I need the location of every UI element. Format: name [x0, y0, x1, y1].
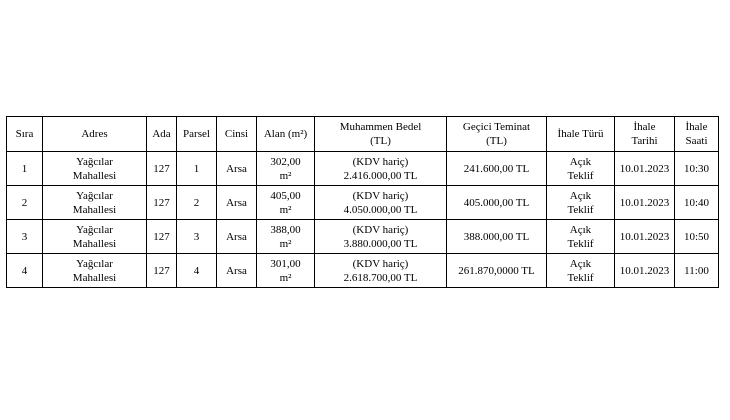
header-label-sub: Tarihi: [631, 135, 658, 147]
header-label: Cinsi: [224, 128, 249, 140]
cell-sira: 1: [7, 152, 43, 186]
bedel-note: (KDV hariç): [352, 257, 409, 270]
cell-ada: 127: [147, 220, 177, 254]
tur-line-1: Açık: [569, 223, 592, 236]
tur-line-2: Teklif: [567, 203, 594, 216]
auction-table: [6, 116, 719, 288]
header-ada: [147, 117, 177, 152]
cell-parsel: 1: [177, 152, 217, 186]
header-label: İhale: [685, 121, 708, 133]
cell-alan: [257, 186, 315, 220]
adres-line-1: Yağcılar: [76, 155, 113, 168]
alan-value: 405,00: [270, 189, 301, 202]
cell-gecici-teminat: 241.600,00 TL: [447, 152, 547, 186]
header-muhammen-bedel: [315, 117, 447, 152]
bedel-note: (KDV hariç): [352, 223, 409, 236]
cell-ihale-tarihi: 10.01.2023: [615, 152, 675, 186]
header-ihale-turu: [547, 117, 615, 152]
adres-line-1: Yağcılar: [76, 189, 113, 202]
cell-sira: 3: [7, 220, 43, 254]
header-cinsi: [217, 117, 257, 152]
cell-alan: [257, 220, 315, 254]
header-label-unit: (TL): [486, 135, 507, 147]
tur-line-1: Açık: [569, 155, 592, 168]
cell-gecici-teminat: 388.000,00 TL: [447, 220, 547, 254]
cell-cinsi: Arsa: [217, 220, 257, 254]
header-label-unit: (TL): [370, 135, 391, 147]
adres-line-2: Mahallesi: [72, 203, 117, 216]
header-row: [7, 117, 719, 152]
cell-cinsi: Arsa: [217, 254, 257, 288]
table-row: [7, 254, 719, 288]
header-label: İhale: [633, 121, 656, 133]
header-parsel: [177, 117, 217, 152]
header-label-sub: Saati: [685, 135, 708, 147]
cell-adres: [43, 220, 147, 254]
cell-parsel: 3: [177, 220, 217, 254]
cell-parsel: 2: [177, 186, 217, 220]
cell-ihale-tarihi: 10.01.2023: [615, 220, 675, 254]
cell-ada: 127: [147, 254, 177, 288]
cell-sira: 2: [7, 186, 43, 220]
adres-line-1: Yağcılar: [76, 257, 113, 270]
table-row: [7, 186, 719, 220]
cell-ihale-turu: [547, 186, 615, 220]
tur-line-1: Açık: [569, 189, 592, 202]
header-gecici-teminat: [447, 117, 547, 152]
tur-line-2: Teklif: [567, 271, 594, 284]
cell-ada: 127: [147, 152, 177, 186]
table-row: [7, 152, 719, 186]
cell-cinsi: Arsa: [217, 186, 257, 220]
cell-ihale-saati: 10:40: [675, 186, 719, 220]
header-label: Muhammen Bedel: [339, 121, 422, 133]
cell-ada: 127: [147, 186, 177, 220]
alan-value: 301,00: [270, 257, 301, 270]
header-label: Sıra: [15, 128, 34, 140]
cell-ihale-tarihi: 10.01.2023: [615, 254, 675, 288]
cell-adres: [43, 186, 147, 220]
alan-unit: m²: [279, 271, 292, 284]
tur-line-2: Teklif: [567, 237, 594, 250]
cell-ihale-tarihi: 10.01.2023: [615, 186, 675, 220]
cell-cinsi: Arsa: [217, 152, 257, 186]
header-ihale-saati: [675, 117, 719, 152]
adres-line-1: Yağcılar: [76, 223, 113, 236]
bedel-amount: 2.618.700,00 TL: [343, 271, 418, 284]
header-label: Alan (m²): [263, 128, 308, 140]
cell-adres: [43, 152, 147, 186]
alan-unit: m²: [279, 237, 292, 250]
header-label: Geçici Teminat: [462, 121, 531, 133]
tur-line-2: Teklif: [567, 169, 594, 182]
adres-line-2: Mahallesi: [72, 271, 117, 284]
table-row: [7, 220, 719, 254]
header-ihale-tarihi: [615, 117, 675, 152]
bedel-amount: 2.416.000,00 TL: [343, 169, 418, 182]
cell-ihale-saati: 11:00: [675, 254, 719, 288]
alan-unit: m²: [279, 203, 292, 216]
header-sira: [7, 117, 43, 152]
adres-line-2: Mahallesi: [72, 237, 117, 250]
bedel-amount: 3.880.000,00 TL: [343, 237, 418, 250]
header-label: İhale Türü: [557, 128, 604, 140]
cell-ihale-turu: [547, 220, 615, 254]
header-label: Ada: [152, 128, 171, 140]
alan-unit: m²: [279, 169, 292, 182]
cell-alan: [257, 152, 315, 186]
cell-alan: [257, 254, 315, 288]
cell-muhammen-bedel: [315, 254, 447, 288]
cell-ihale-saati: 10:30: [675, 152, 719, 186]
cell-sira: 4: [7, 254, 43, 288]
header-adres: [43, 117, 147, 152]
bedel-note: (KDV hariç): [352, 189, 409, 202]
cell-muhammen-bedel: [315, 152, 447, 186]
tur-line-1: Açık: [569, 257, 592, 270]
alan-value: 302,00: [270, 155, 301, 168]
adres-line-2: Mahallesi: [72, 169, 117, 182]
cell-adres: [43, 254, 147, 288]
cell-gecici-teminat: 405.000,00 TL: [447, 186, 547, 220]
cell-ihale-saati: 10:50: [675, 220, 719, 254]
header-label: Parsel: [183, 128, 210, 140]
cell-gecici-teminat: 261.870,0000 TL: [447, 254, 547, 288]
cell-ihale-turu: [547, 254, 615, 288]
cell-muhammen-bedel: [315, 220, 447, 254]
header-alan: [257, 117, 315, 152]
alan-value: 388,00: [270, 223, 301, 236]
bedel-note: (KDV hariç): [352, 155, 409, 168]
cell-ihale-turu: [547, 152, 615, 186]
cell-parsel: 4: [177, 254, 217, 288]
cell-muhammen-bedel: [315, 186, 447, 220]
bedel-amount: 4.050.000,00 TL: [343, 203, 418, 216]
header-label: Adres: [81, 128, 108, 140]
